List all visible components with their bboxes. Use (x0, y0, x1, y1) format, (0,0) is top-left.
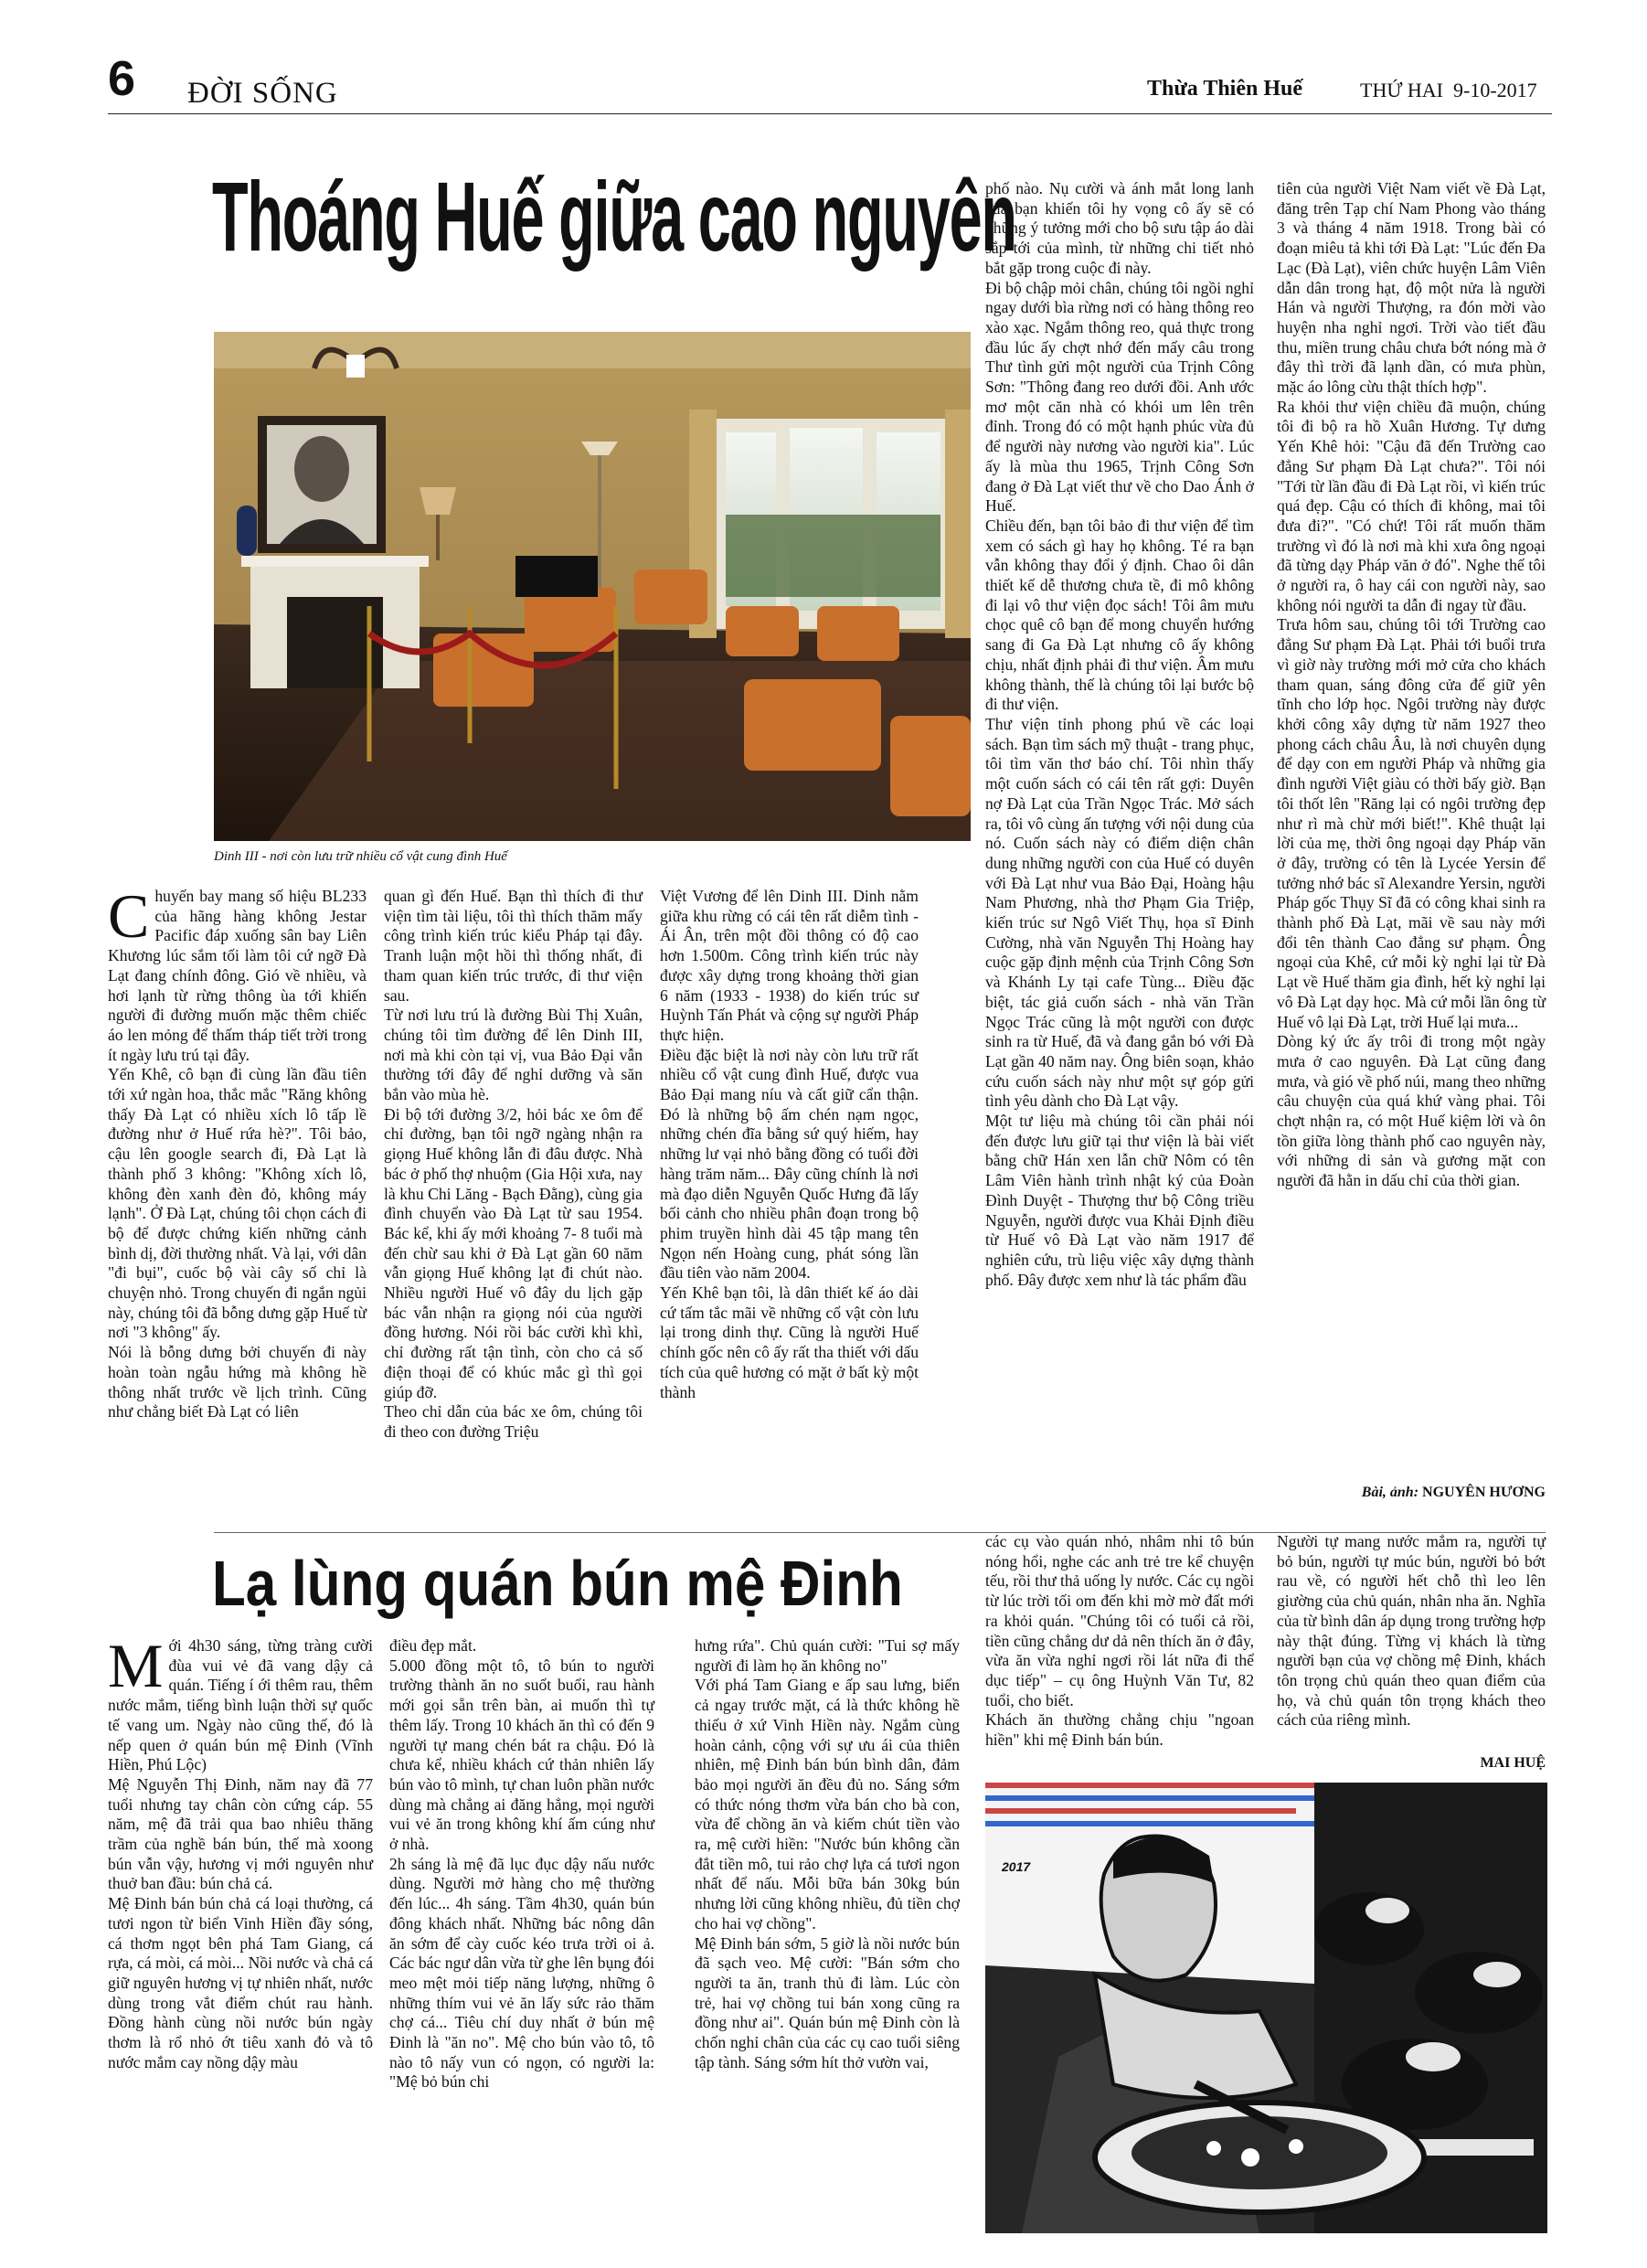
article1-byline (1277, 1485, 1546, 1501)
article2-column-1-text: ới 4h30 sáng, từng tràng cười đùa vui vẻ đã vang dậy cả quán. Tiếng í ới thêm rau, thêm nước mắm, tiếng bình luận thời sự quốc tế vang um. Ngày nào cũng thế, đó là nếp quen ở quán bún mệ Đinh (Vĩnh Hiền, Phú Lộc) Mệ Nguyễn Thị Đinh, năm nay đã 77 tuổi nhưng tay chân còn cứng cáp. 55 năm, mệ đã trải qua bao nhiêu thăng trầm của nghề bán bún, thế mà xoong bún vẫn vậy, hương vị mới nguyên như thuở ban đầu: bún chả cá. Mệ Đinh bán bún chả cá loại thường, cá tươi ngon từ biển Vinh Hiền đầy sóng, cá thơm ngọt bên phá Tam Giang, cá rựa, cá mòi, cá mòi... Nồi nước và chả cá giữ nguyên hương vị tự nhiên nhất, nước dùng trong vắt điểm chút rau hành. Đồng hành cùng nồi nước bún ngày thơm là rổ nhỏ ớt tiêu xanh đỏ và tô nước mắm cay nồng dậy màu (108, 1636, 373, 2071)
article2-illustration (985, 1783, 1547, 2233)
article2-column-4-text: các cụ vào quán nhỏ, nhâm nhi tô bún nóng hổi, nghe các anh trẻ tre kể chuyện tếu, rồi thư thả uống ly nước. Các cụ ngồi từ lúc trời tối om đến khi mờ mờ đất mới ra khỏi quán. "Chúng tôi có tuổi cả rồi, tiền cũng chẳng dư dả nên thích ăn ở đây, vừa ăn vừa nghỉ ngơi rồi lát nữa đi thể dục tiếp" – cụ ông Huỳnh Văn Tư, 82 tuổi, cho biết. Khách ăn thường chẳng chịu "ngoan hiền" khi mệ Đinh bán bún. (985, 1532, 1254, 1750)
article1-byline-prefix: Bài, ảnh: (1361, 1485, 1423, 1500)
article2-title: Lạ lùng quán bún mệ Đinh (212, 1548, 903, 1619)
section-name: ĐỜI SỐNG (187, 77, 338, 110)
article1-column-2-text: quan gì đến Huế. Bạn thì thích đi thư viện tìm tài liệu, tôi thì thích thăm mấy công trình kiến trúc kiểu Pháp tại đây. Tranh luận một hồi thì thống nhất, đi tham quan kiến trúc trước, đi thư viện sau. Từ nơi lưu trú là đường Bùi Thị Xuân, chúng tôi tìm đường để lên Dinh III, nơi mà khi còn tại vị, vua Bảo Đại vẫn thường tới đây để nghỉ dưỡng và săn bắn vào mùa hè. Đi bộ tới đường 3/2, hỏi bác xe ôm để chỉ đường, bạn tôi ngỡ ngàng nhận ra giọng Huế không lẫn đi đâu được. Nhà bác ở phố thợ nhuộm (Gia Hội xưa, nay là khu Chi Lăng - Bạch Đằng), cùng gia đình chuyển vào Đà Lạt từ sau 1954. Bác kể, khi ấy mới khoảng 7- 8 tuổi mà đến chừ sau khi ở Đà Lạt gần 60 năm vẫn giọng Huế không lạt đi chút nào. Nhiều người Huế vô đây du lịch gặp bác vẫn nhận ra giọng nói của người đồng hương. Nói rồi bác cười khì khì, chỉ đường rất tận tình, còn cho cả số điện thoại để có khúc mắc gì thì gọi giúp đỡ. Theo chỉ dẫn của bác xe ôm, chúng tôi đi theo con đường Triệu (384, 887, 643, 1441)
article1-column-2 (384, 887, 643, 1443)
article1-column-5-text: tiên của người Việt Nam viết về Đà Lạt, đăng trên Tạp chí Nam Phong vào tháng 3 và tháng 4 năm 1918. Trong bài có đoạn miêu tả khi tới Đà Lạt: "Lúc đến Đa Lạc (Đà Lạt), viên chức huyện Lâm Viên dẫn dân trong hạt, độ một nửa là người Hán và người Thượng, ra đón mời vào huyện nha nghỉ ngơi. Trời vào tiết đầu thu, miền trung châu chưa bớt nóng mà ở đây thì trời đã lạnh dần, có mưa phùn, mặc áo lông cừu thật thích hợp". Ra khỏi thư viện chiều đã muộn, chúng tôi đi bộ ra hồ Xuân Hương. Tự dưng Yến Khê hỏi: "Cậu đã đến Trường cao đẳng Sư phạm Đà Lạt chưa?". Tôi nói "Tới từ lần đầu đi Đà Lạt rồi, vì kiến trúc quá đẹp. Cậu có thích đi không, mai tôi đưa đi?". "Có chứ! Tôi rất muốn thăm trường vì đó là nơi mà khi xưa ông ngoại đã từng dạy Pháp văn ở đó". Nghe thế tôi ở người ra, ô hay cái con người này, sao không nói người ta dẫn đi ngay từ đầu. Trưa hôm sau, chúng tôi tới Trường cao đẳng Sư phạm Đà Lạt. Phải tới buổi trưa vì giờ này trường mới mở cửa cho khách tham quan, sáng đông cửa để giữ yên tĩnh cho lớp học. Ngôi trường này được khởi công xây dựng từ năm 1927 theo phong cách châu Âu, là nơi chuyên dụng để dạy con em người Pháp và những gia đình người Việt giàu có thời bấy giờ. Bạn tôi thốt lên "Răng lại có ngôi trường đẹp như rì mà chừ mới biết!". Khê thuật lại lời của mẹ, thời ông ngoại dạy Pháp văn ở đây, trường có tên là Lycée Yersin để tưởng nhớ bác sĩ Alexandre Yersin, người Pháp gốc Thụy Sĩ đã có công khai sinh ra thành phố Đà Lạt, mãi về sau này mới đổi tên thành Cao đẳng sư phạm. Ông ngoại của Khê, cứ mỗi kỳ nghỉ lại từ Đà Lạt về Huế thăm gia đình, hết kỳ nghỉ lại vô Đà Lạt dạy học. Mà cứ mỗi lần ông từ Huế vô lại Đà Lạt, trời Huế lại mưa... Dòng ký ức ấy trôi đi trong một ngày mưa ở cao nguyên. Đà Lạt cũng đang mưa, và gió về phố núi, mang theo những câu chuyện của quá khứ vàng phai. Tôi chợt nhận ra, có một Huế kiệm lời và ôn tồn giữa lòng thành phố cao nguyên này, với những di sản và gương mặt con người đã hằn in dấu chỉ của thời gian. (1277, 179, 1546, 1190)
street-vendor-illustration (985, 1783, 1547, 2233)
article2-column-2 (389, 1636, 654, 2092)
article1-column-1 (108, 881, 367, 1422)
article1-photo (214, 332, 971, 841)
article1-photo-caption: Dinh III - nơi còn lưu trữ nhiều cổ vật cung đình Huế (214, 849, 507, 864)
dinh-iii-interior-image (214, 332, 971, 841)
article2-byline: MAI HUỆ (1480, 1755, 1546, 1771)
article1-column-5 (1277, 179, 1546, 1191)
header-rule (108, 113, 1552, 114)
article2-column-3 (695, 1636, 960, 2072)
issue-date: THỨ HAI 9-10-2017 (1360, 79, 1537, 101)
article1-column-3-text: Việt Vương để lên Dinh III. Dinh nằm giữa khu rừng có cái tên rất diễm tình - Ái Ân, trên một đồi thông có độ cao hơn 1.500m. Công trình kiến trúc này được xây dựng trong khoảng thời gian 6 năm (1933 - 1938) do kiến trúc sư Huỳnh Tấn Phát và cộng sự người Pháp thực hiện. Điều đặc biệt là nơi này còn lưu trữ rất nhiều cổ vật cung đình Huế, được vua Bảo Đại mang níu và cất giữ cẩn thận. Đó là những bộ ấm chén nạm ngọc, những chén đĩa bằng sứ quý hiếm, hay những lư vại nhỏ bằng đồng có tuổi đời hàng trăm năm... Đây cũng chính là nơi mà đạo diễn Nguyễn Quốc Hưng đã lấy bối cảnh cho nhiều phân đoạn trong bộ phim truyền hình dài 45 tập mang tên Ngọn nến Hoàng cung, phát sóng lần đầu tiên vào năm 2004. Yến Khê bạn tôi, là dân thiết kế áo dài cứ tấm tắc mãi về những cổ vật còn lưu lại trong dinh thự. Cũng là người Huế chính gốc nên cô ấy rất tha thiết với dấu tích của quê hương có mặt ở bất kỳ một thành (660, 887, 919, 1401)
article2-drop-cap: M (108, 1631, 164, 1700)
article1-drop-cap: C (108, 881, 150, 951)
article1-byline-author: NGUYÊN HƯƠNG (1422, 1485, 1546, 1500)
article2-column-1 (108, 1631, 373, 2072)
article2-column-3-text: hưng rứa". Chủ quán cười: "Tui sợ mấy người đi làm họ ăn không no" Với phá Tam Giang e ấp sau lưng, biển cả ngay trước mặt, cá là thức không hề thiếu ở xứ Vinh Hiền này. Ngắm cùng hoàn cảnh, cộng với sự ưu ái của thiên nhiên, mệ Đinh bán bún bình dân, đảm bảo mọi người ăn đều đủ no. Sáng sớm có thức nóng thơm vừa bán cho bà con, vừa để chồng ăn và kiếm chút tiền vào ra, mệ cười hiền: "Nước bún không cần đắt tiền mô, tui rảo chợ lựa cá tươi ngon nhất để nấu. Mỗi bữa bán 30kg bún nhưng lời cũng không nhiều, đủ tiền chợ cho hai vợ chồng". Mệ Đinh bán sớm, 5 giờ là nồi nước bún đã sạch veo. Mệ cười: "Bán sớm cho người ta ăn, tranh thủ đi làm. Lúc còn trẻ, hai vợ chồng tui bán xong cũng ra đồng như ai". Quán bún mệ Đinh còn là chốn nghỉ chân của các cụ cao tuổi siêng tập tành. Sáng sớm hít thở vườn vai, (695, 1636, 960, 2071)
article1-title: Thoáng Huế giữa cao nguyên (212, 161, 1016, 272)
article1-column-4-text: phố nào. Nụ cười và ánh mắt long lanh của bạn khiến tôi hy vọng cô ấy sẽ có những ý tưởng mới cho bộ sưu tập áo dài sắp tới của mình, từ những chi tiết nhỏ bắt gặp trong cuộc đi này. Đi bộ chập mỏi chân, chúng tôi ngồi nghỉ ngay dưới bìa rừng nơi có hàng thông reo xào xạc. Ngắm thông reo, quả thực trong đầu lúc ấy chợt nhớ đến mấy câu trong Thư tình gửi một người của Trịnh Công Sơn: "Thông đang reo dưới đồi. Anh ước mơ một căn nhà có khói um lên trên đỉnh. Trong đó có một hạnh phúc vừa đủ để người này nương vào người kia". Lúc ấy là mùa thu 1965, Trịnh Công Sơn đang ở Đà Lạt viết thư về cho Dao Ánh ở Huế. Chiều đến, bạn tôi bảo đi thư viện để tìm xem có sách gì hay họ không. Té ra bạn vẫn không thay đổi ý định. Chao ôi dân thiết kế dễ thương chưa tề, đi mô không đi lại vô thư viện đọc sách! Tôi âm mưu chọc quê cô bạn để mong chuyển hướng sang đi Ga Đà Lạt nhưng cô ấy không chịu, nhất định phải đi thư viện. Âm mưu không thành, thế là chúng tôi lại bước bộ đi thư viện. Thư viện tỉnh phong phú về các loại sách. Bạn tìm sách mỹ thuật - trang phục, tôi tìm văn thơ báo chí. Tôi nhìn thấy một cuốn sách có cái tên rất gợi: Duyên nợ Đà Lạt của Trần Ngọc Trác. Mở sách ra, tôi vô cùng ấn tượng với nội dung của nó. Cuốn sách này có điểm diện chân dung những người con của Huế có duyên với Đà Lạt như vua Bảo Đại, Hoàng hậu Nam Phương, nhà thơ Phạm Gia Triệp, kiến trúc sư Ngô Viết Thụ, họa sĩ Đinh Cường, nhà văn Nguyễn Thị Hoàng hay cuộc gặp định mệnh của Trịnh Công Sơn và Khánh Ly tại cafe Tùng... Điều đặc biệt, tác giả cuốn sách - nhà văn Trần Ngọc Trác cũng là một người con được sinh ra từ Huế, đã và đang gắn bó với Đà Lạt gần 40 năm nay. Ông biên soạn, khảo cứu cuốn sách này như một sự góp gửi tình yêu dành cho Đà Lạt vậy. Một tư liệu mà chúng tôi cần phải nói đến được lưu giữ tại thư viện là bài viết bằng chữ Hán xen lẫn chữ Nôm có tên Lâm Viên hành trình nhật ký của Đoàn Đình Duyệt - Thượng thư bộ Công triều Nguyễn, người được vua Khải Định điều từ Huế vô Đà Lạt vào năm 1917 để nghiên cứu, trù liệu việc xây dựng thành phố. Đây được xem như là tác phẩm đầu (985, 179, 1254, 1289)
illustration-signature: 2017 (1002, 1859, 1031, 1874)
article2-column-5 (1277, 1532, 1546, 1730)
newspaper-name: Thừa Thiên Huế (1147, 77, 1303, 101)
article2-column-2-text: điều đẹp mắt. 5.000 đồng một tô, tô bún to người trường thành ăn no suốt buổi, rau hành mới gọi sẵn trên bàn, ai muốn thì tự thêm lấy. Trong 10 khách ăn thì có đến 9 người tự mang chén bát ra chậu. Đó là chưa kể, nhiều khách cứ thản nhiên lấy bún vào tô mình, tự chan luôn phần nước dùng mà chẳng ai đăng hẳng, mọi người vui vẻ ăn trong không khí ấm cúng như ở nhà. 2h sáng là mệ đã lục đục dậy nấu nước dùng. Người mở hàng cho mệ thường đến lúc... 4h sáng. Tầm 4h30, quán bún đông khách nhất. Những bác nông dân ăn sớm để cày cuốc kéo trưa trời oi ả. Các bác ngư dân vừa từ ghe lên bụng đói meo mệt mỏi tiếp năng lượng, những ô những thím vui vẻ ăn lấy sức rảo thăm chợ cá... Tiêu chí duy nhất ở bún mệ Đinh là "ăn no". Mệ cho bún vào tô, tô nào tô nấy vun có ngọn, có người la: "Mệ bỏ bún chi (389, 1636, 654, 2092)
article2-column-5-text: Người tự mang nước mắm ra, người tự bỏ bún, người tự múc bún, người bỏ bớt rau về, có người hết chỗ thì leo lên giường của chủ quán, nhân nha ăn. Nghĩa của từ bình dân áp dụng trong trường hợp này thật đúng. Từng vị khách là từng người bạn của vợ chồng mệ Đinh, khách tôn trọng chủ quán theo quan điểm của họ, và chủ quán tôn trọng khách theo cách của riêng mình. (1277, 1532, 1546, 1730)
article1-column-3 (660, 887, 919, 1402)
article1-column-1-text: huyến bay mang số hiệu BL233 của hãng hàng không Jestar Pacific đáp xuống sân bay Liên Khương lúc sắm tối làm tôi cứ ngỡ Đà Lạt đang chính đông. Gió về nhiều, và hơi lạnh từ rừng thông ùa tới khiến người đi đường muốn mặc thêm chiếc áo len mỏng để thấm tháp tiết trời trong ít ngày lưu trú tại đây. Yến Khê, cô bạn đi cùng lần đầu tiên tới xứ ngàn hoa, thắc mắc "Răng không thấy Đà Lạt có nhiều xích lô tấp lề đường như ở Huế rứa hè?". Tôi bảo, cậu lên google search đi, Đà Lạt là thành phố 3 không: "Không xích lô, không đèn xanh đèn đỏ, không máy lạnh". Ở Đà Lạt, chúng tôi chọn cách đi bộ để được chứng kiến những cảnh bình dị, đời thường nhất. Và lại, với dân "đi bụi", cuốc bộ vài cây số chỉ là chuyện nhỏ. Trong chuyến đi ngắn ngủi này, chúng tôi đã bỗng dưng gặp Huế từ nơi "3 không" ấy. Nói là bỗng dưng bởi chuyến đi này hoàn toàn ngẫu hứng mà không hề thông nhất trước về lịch trình. Cũng như chẳng biết Đà Lạt có liên (108, 887, 367, 1421)
article2-column-4 (985, 1532, 1254, 1751)
article1-column-4 (985, 179, 1254, 1290)
page-number: 6 (108, 51, 136, 106)
